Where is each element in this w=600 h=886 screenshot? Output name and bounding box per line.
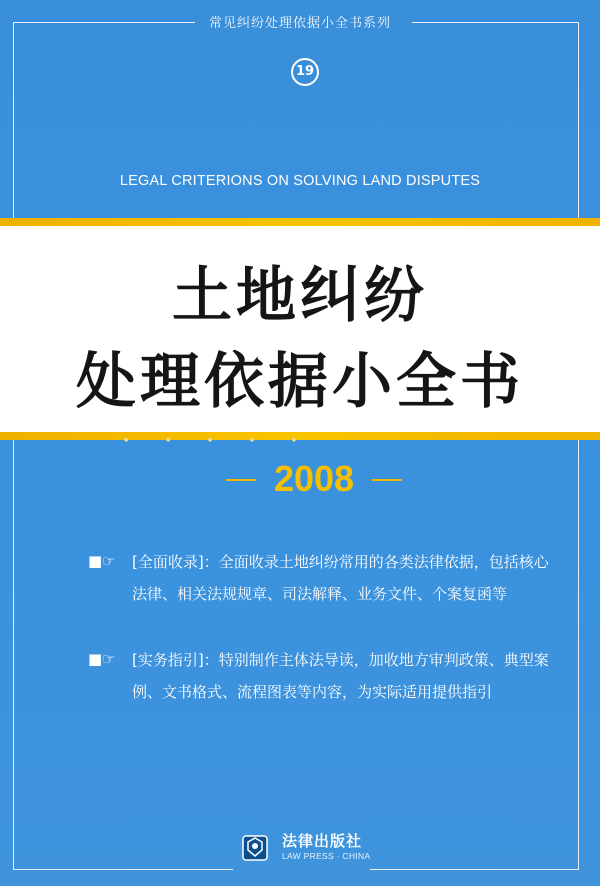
yellow-band-top bbox=[0, 218, 600, 226]
feature-text: [实务指引]：特别制作主体法导读，加收地方审判政策、典型案例、文书格式、流程图表等内容，为实际适用提供指引 bbox=[132, 651, 549, 701]
volume-number: 19 bbox=[291, 58, 319, 86]
publisher-name: 法律出版社 bbox=[282, 832, 363, 850]
frame-line-bottom-right bbox=[370, 869, 579, 870]
band-dots: ● ● ● ● ● bbox=[124, 437, 315, 443]
edition-year: 2008 bbox=[273, 458, 355, 499]
edition-year-row bbox=[0, 458, 600, 498]
pointing-hand-icon: ■☞ bbox=[88, 552, 116, 570]
series-name: 常见纠纷处理依据小全书系列 bbox=[208, 16, 391, 31]
frame-line-bottom-left bbox=[13, 869, 233, 870]
publisher-logo-icon bbox=[240, 830, 270, 864]
title-line-2: 处理依据小全书 bbox=[76, 347, 524, 417]
pointing-hand-icon: ■☞ bbox=[88, 650, 116, 668]
english-title: LEGAL CRITERIONS ON SOLVING LAND DISPUTES bbox=[119, 173, 481, 189]
feature-text: [全面收录]：全面收录土地纠纷常用的各类法律依据，包括核心法律、相关法规规章、司法解释、业务文件、个案复函等 bbox=[132, 553, 549, 603]
frame-line-right bbox=[578, 22, 579, 870]
publisher-name-english: LAW PRESS · CHINA bbox=[282, 851, 371, 861]
year-dash-left bbox=[226, 479, 256, 481]
title-line-1: 土地纠纷 bbox=[172, 261, 428, 331]
year-dash-right bbox=[372, 479, 402, 481]
frame-line-left bbox=[13, 22, 14, 870]
